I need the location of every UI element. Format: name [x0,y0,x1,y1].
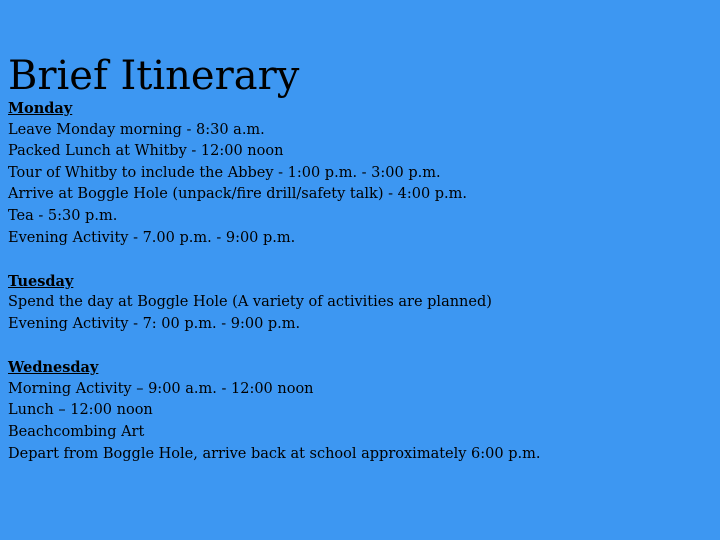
itinerary-line: Evening Activity - 7: 00 p.m. - 9:00 p.m. [8,315,301,332]
itinerary-line: Beachcombing Art [8,423,145,440]
section-tuesday [8,271,540,336]
itinerary-line: Lunch – 12:00 noon [8,402,153,419]
itinerary-line: Arrive at Boggle Hole (unpack/fire drill/safety talk) - 4:00 p.m. [8,186,468,203]
itinerary-line: Depart from Boggle Hole, arrive back at school approximately 6:00 p.m. [8,445,541,462]
itinerary-line: Leave Monday morning - 8:30 a.m. [8,121,265,138]
section-heading: Monday [8,100,73,117]
itinerary-line: Morning Activity – 9:00 a.m. - 12:00 noon [8,380,314,397]
itinerary-line: Evening Activity - 7.00 p.m. - 9:00 p.m. [8,229,296,246]
itinerary-line: Spend the day at Boggle Hole (A variety of activities are planned) [8,294,492,311]
itinerary-line: Tour of Whitby to include the Abbey - 1:00 p.m. - 3:00 p.m. [8,164,441,181]
itinerary-line: Tea - 5:30 p.m. [8,207,118,224]
section-wednesday [8,357,540,465]
section-heading: Tuesday [8,272,74,290]
itinerary-line: Packed Lunch at Whitby - 12:00 noon [8,143,284,160]
slide-title: Brief Itinerary [8,53,300,99]
itinerary-body [8,98,540,487]
section-monday [8,98,540,249]
section-heading: Wednesday [8,359,99,377]
